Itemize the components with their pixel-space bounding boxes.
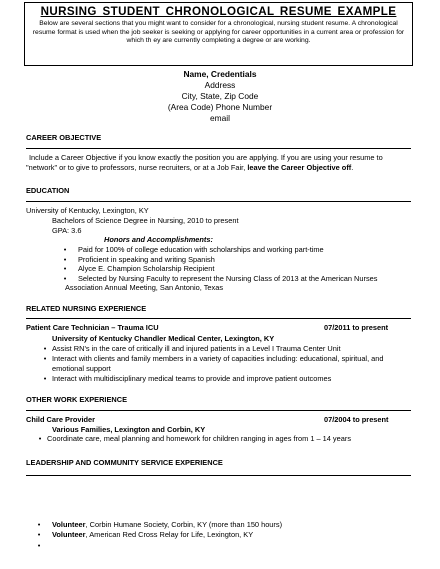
honor-item: Selected by Nursing Faculty to represent the Nursing Class of 2013 at the American Nurses xyxy=(78,274,378,283)
related-bullet-cont: emotional support xyxy=(52,364,111,373)
education-heading: EDUCATION xyxy=(26,186,70,195)
bullet-icon: • xyxy=(38,434,42,443)
bullet-icon: • xyxy=(37,520,41,529)
bullet-icon: • xyxy=(63,245,67,254)
other-rule xyxy=(26,410,411,411)
career-text-main: Include a Career Objective if you know exactly the position you are applying. If you are using your resume to "network" or to give to professors, nurse recruiters, or at a Job Fair, xyxy=(26,153,383,172)
other-job-title: Child Care Provider xyxy=(26,415,95,424)
contact-city: City, State, Zip Code xyxy=(181,90,259,101)
career-text-bold: leave the Career Objective off xyxy=(247,162,352,172)
education-rule xyxy=(26,201,411,202)
contact-name: Name, Credentials xyxy=(183,69,257,79)
related-employer: University of Kentucky Chandler Medical Center, Lexington, KY xyxy=(52,334,275,343)
honor-item: Paid for 100% of college education with scholarships and working part-time xyxy=(78,245,324,254)
leadership-item-role: Volunteer xyxy=(52,530,86,539)
related-rule xyxy=(26,318,411,319)
page-title: NURSING STUDENT CHRONOLOGICAL RESUME EXAMPLE xyxy=(40,5,397,18)
related-bullet: Interact with multidisciplinary medical teams to provide and improve patient outcomes xyxy=(52,374,332,383)
bullet-icon: • xyxy=(63,264,67,273)
title-box xyxy=(24,2,413,66)
other-dates: 07/2004 to present xyxy=(324,415,389,424)
contact-block xyxy=(0,69,440,124)
bullet-icon: • xyxy=(63,255,67,264)
leadership-heading: LEADERSHIP AND COMMUNITY SERVICE EXPERIENCE xyxy=(26,458,223,467)
education-school: University of Kentucky, Lexington, KY xyxy=(26,206,149,215)
related-heading: RELATED NURSING EXPERIENCE xyxy=(26,304,147,313)
other-employer: Various Families, Lexington and Corbin, KY xyxy=(52,425,206,434)
leadership-item-text: , Corbin Humane Society, Corbin, KY (more than 150 hours) xyxy=(85,520,283,529)
bullet-icon: • xyxy=(43,354,47,363)
honor-item: Alyce E. Champion Scholarship Recipient xyxy=(78,264,215,273)
intro-text: Below are several sections that you might want to consider for a chronological, nursing student resume. A chronological resume format is used when the job seeker is seeking or applying for career opportunities in a current area or profession for which th ey are currently completing a degree or are working. xyxy=(32,19,405,45)
career-heading: CAREER OBJECTIVE xyxy=(26,133,102,142)
leadership-item-role: Volunteer xyxy=(52,520,86,529)
bullet-icon: • xyxy=(43,374,47,383)
other-heading: OTHER WORK EXPERIENCE xyxy=(26,395,128,404)
honor-item-cont: Association Annual Meeting, San Antonio, Texas xyxy=(65,283,224,292)
bullet-icon: • xyxy=(37,541,41,550)
education-degree: Bachelors of Science Degree in Nursing, 2010 to present xyxy=(52,216,239,225)
related-bullet: Interact with clients and family members in a variety of capacities including: educational, spiritual, and xyxy=(52,354,384,363)
other-bullet: Coordinate care, meal planning and homework for children ranging in ages from 1 – 14 years xyxy=(47,434,352,443)
career-text xyxy=(26,153,411,172)
contact-email: email xyxy=(209,112,230,123)
contact-phone: (Area Code) Phone Number xyxy=(167,101,273,112)
leadership-rule xyxy=(26,475,411,476)
bullet-icon: • xyxy=(63,274,67,283)
related-bullet: Assist RN's in the care of critically ill and injured patients in a Level I Trauma Center Unit xyxy=(52,344,341,353)
education-gpa: GPA: 3.6 xyxy=(52,226,82,235)
honors-heading: Honors and Accomplishments: xyxy=(104,235,213,244)
honor-item: Proficient in speaking and writing Spanish xyxy=(78,255,215,264)
leadership-item xyxy=(52,530,253,540)
bullet-icon: • xyxy=(37,530,41,539)
leadership-item xyxy=(52,520,282,530)
bullet-icon: • xyxy=(43,344,47,353)
career-text-end: . xyxy=(351,162,354,172)
leadership-item-text: , American Red Cross Relay for Life, Lexington, KY xyxy=(85,530,254,539)
career-rule xyxy=(26,148,411,149)
related-dates: 07/2011 to present xyxy=(324,323,389,332)
contact-address: Address xyxy=(204,79,236,90)
related-job-title: Patient Care Technician – Trauma ICU xyxy=(26,323,159,332)
